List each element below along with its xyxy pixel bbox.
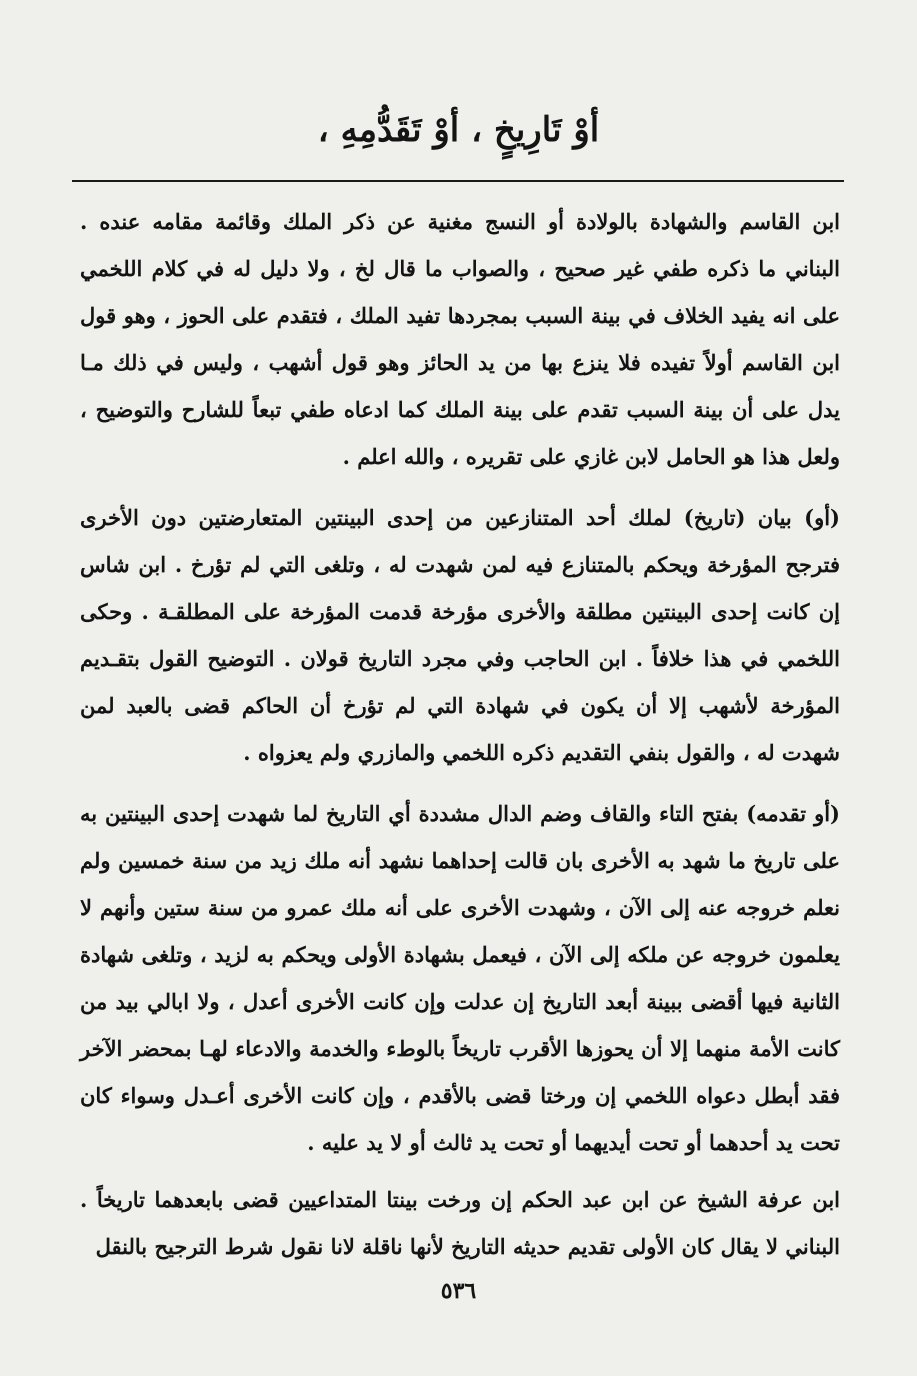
- body-text: [80, 198, 840, 1270]
- paragraph-3: (أو تقدمه) بفتح التاء والقاف وضم الدال مشددة أي التاريخ لما شهدت إحدى البينتين به على تاريخ ما شهد به الأخرى بان قالت إحداهما نشهد أنه ملك زيد من سنة خمسين ولم نعلم خروجه عنه إلى الآن ، وشهدت الأخرى على أنه ملك عمرو من سنة ستين وأنهم لا يعلمون خروجه عن ملكه إلى الآن ، فيعمل بشهادة الأولى ويحكم به لزيد ، وتلغى شهادة الثانية فيها أقضى ببينة أبعد التاريخ إن عدلت وإن كانت الأخرى أعدل ، ولا ابالي بيد من كانت الأمة منهما إلا أن يحوزها الأقرب تاريخاً بالوطء والخدمة والادعاء لهـا بمحضر الآخر فقد أبطل دعواه اللخمي إن ورختا قضى بالأقدم ، وإن كانت الأخرى أعـدل وسواء كان تحت يد أحدهما أو تحت أيديهما أو تحت يد ثالث أو لا يد عليه .: [80, 801, 840, 1155]
- paragraph-2: (أو) بيان (تاريخ) لملك أحد المتنازعين من إحدى البينتين المتعارضتين دون الأخرى فترجح المؤرخة ويحكم بالمتنازع فيه لمن شهدت له ، وتلغى التي لم تؤرخ . ابن شاس إن كانت إحدى البينتين مطلقة والأخرى مؤرخة قدمت المؤرخة على المطلقـة . وحكى اللخمي في هذا خلافاً . ابن الحاجب وفي مجرد التاريخ قولان . التوضيح القول بتقـديم المؤرخة لأشهب إلا أن يكون في شهادة التي لم تؤرخ أن الحاكم قضى بالعبد لمن شهدت له ، والقول بنفي التقديم ذكره اللخمي والمازري ولم يعزواه .: [80, 505, 840, 765]
- paragraph-4: ابن عرفة الشيخ عن ابن عبد الحكم إن ورخت بينتا المتداعيين قضى بابعدهما تاريخاً . البناني لا يقال كان الأولى تقديم حديثه التاريخ لأنها ناقلة لانا نقول شرط الترجيح بالنقل: [80, 1187, 840, 1259]
- header-divider: [72, 180, 844, 182]
- paragraph-1: ابن القاسم والشهادة بالولادة أو النسج مغنية عن ذكر الملك وقائمة مقامه عنده . البناني ما ذكره طفي غير صحيح ، والصواب ما قال لخ ، ولا دليل له في كلام اللخمي على انه يفيد الخلاف في بينة السبب بمجردها تفيد الملك ، فتقدم على الحوز ، وهو قول ابن القاسم أولاً تفيده فلا ينزع بها من يد الحائز وهو قول أشهب ، وليس في ذلك مـا يدل على أن بينة السبب تقدم على بينة الملك كما ادعاه طفي تبعاً للشارح والتوضيح ، ولعل هذا هو الحامل لابن غازي على تقريره ، والله اعلم .: [80, 209, 840, 469]
- page-number: ٥٣٦: [440, 1278, 477, 1304]
- page-header-title: أوْ تَارِيخٍ ، أوْ تَقَدُّمِهِ ،: [317, 110, 600, 150]
